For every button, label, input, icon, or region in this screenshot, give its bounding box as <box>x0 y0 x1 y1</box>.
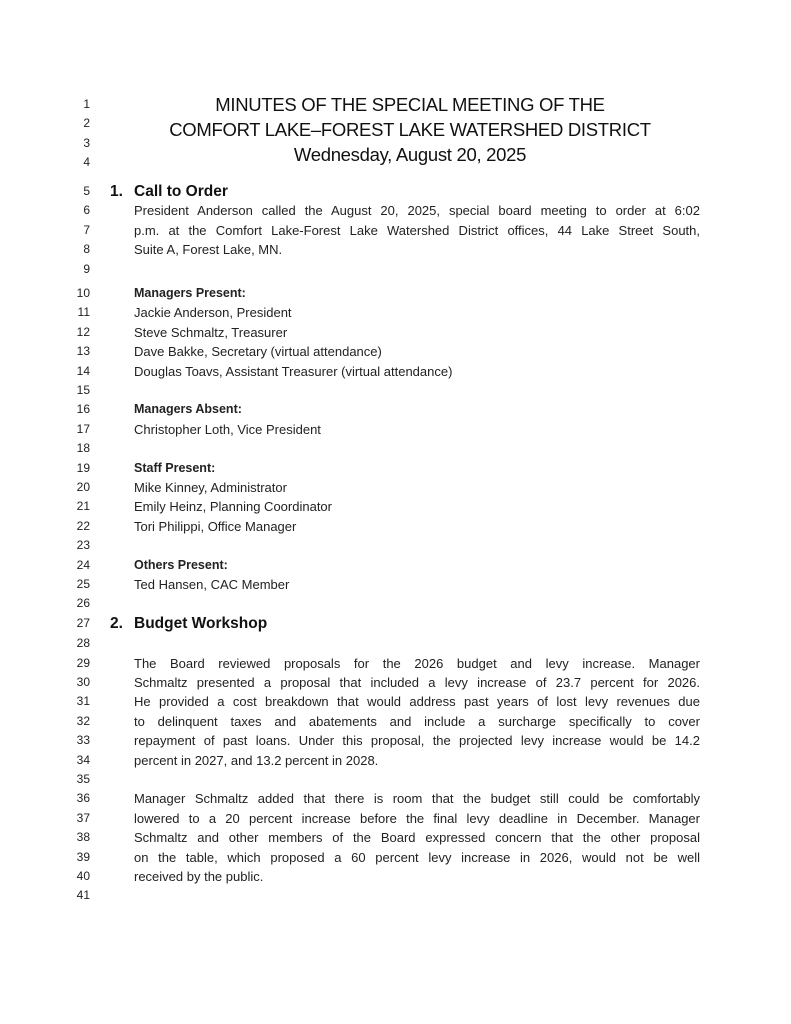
line-number: 10 <box>76 286 90 300</box>
paragraph-line: The Board reviewed proposals for the 2026 budget and levy increase. Manager <box>134 655 700 671</box>
line-number: 34 <box>76 752 90 767</box>
line-number: 17 <box>76 421 90 436</box>
attendee: Tori Philippi, Office Manager <box>134 518 297 534</box>
line-number: 41 <box>76 888 90 903</box>
line-number: 29 <box>76 655 90 670</box>
line-number: 39 <box>76 849 90 864</box>
line-number: 24 <box>76 557 90 572</box>
line-number: 21 <box>76 499 90 514</box>
line-number: 1 <box>83 97 90 111</box>
attendee: Ted Hansen, CAC Member <box>134 577 290 592</box>
line-number: 25 <box>76 577 90 591</box>
line-number: 30 <box>76 674 90 689</box>
paragraph-line: lowered to a 20 percent increase before the final levy deadline in December. Manager <box>134 810 700 826</box>
line-number: 37 <box>76 810 90 825</box>
line-number: 20 <box>76 480 90 494</box>
paragraph-line: percent in 2027, and 13.2 percent in 2028. <box>134 752 379 768</box>
line-number: 38 <box>76 830 90 845</box>
group-label-managers-absent: Managers Absent: <box>134 402 242 417</box>
section-number: 1. <box>110 183 123 200</box>
paragraph-line: on the table, which proposed a 60 percent levy increase in 2026, would not be well <box>134 849 700 865</box>
line-number: 12 <box>76 324 90 339</box>
line-number: 16 <box>76 402 90 417</box>
line-number: 5 <box>83 184 90 198</box>
title-line-district: COMFORT LAKE–FOREST LAKE WATERSHED DISTRICT <box>169 119 651 140</box>
paragraph-line: President Anderson called the August 20, 2025, special board meeting to order at 6:02 <box>134 203 700 219</box>
group-label-others-present: Others Present: <box>134 557 228 572</box>
line-number: 9 <box>83 261 90 276</box>
line-number: 27 <box>76 616 90 630</box>
attendee: Douglas Toavs, Assistant Treasurer (virtual attendance) <box>134 363 453 379</box>
paragraph-line: Suite A, Forest Lake, MN. <box>134 242 283 258</box>
line-number: 35 <box>76 771 90 786</box>
paragraph-line: p.m. at the Comfort Lake-Forest Lake Watershed District offices, 44 Lake Street South, <box>134 222 700 238</box>
line-number: 23 <box>76 538 90 553</box>
line-number: 40 <box>76 868 90 883</box>
line-number: 3 <box>83 135 90 150</box>
line-number: 32 <box>76 713 90 728</box>
line-number: 7 <box>83 222 90 237</box>
section-heading: Budget Workshop <box>134 615 268 632</box>
line-number: 2 <box>83 116 90 131</box>
section-number: 2. <box>110 615 123 632</box>
title-line-meeting: MINUTES OF THE SPECIAL MEETING OF THE <box>215 94 605 115</box>
line-number: 13 <box>76 344 90 359</box>
line-number: 15 <box>76 383 90 397</box>
line-number: 6 <box>83 203 90 218</box>
title-line-date: Wednesday, August 20, 2025 <box>293 144 527 165</box>
line-number: 26 <box>76 596 90 611</box>
line-number: 31 <box>76 694 90 709</box>
group-label-managers-present: Managers Present: <box>134 286 246 300</box>
line-number: 36 <box>76 791 90 806</box>
line-number: 28 <box>76 636 90 650</box>
paragraph-line: He provided a cost breakdown that would address past years of lost levy revenues due <box>134 694 700 710</box>
line-number: 22 <box>76 518 90 533</box>
group-label-staff-present: Staff Present: <box>134 460 216 475</box>
paragraph-line: Schmaltz presented a proposal that included a levy increase of 23.7 percent for 2026. <box>134 674 700 690</box>
paragraph-line: repayment of past loans. Under this proposal, the projected levy increase would be 14.2 <box>134 733 700 749</box>
paragraph-line: Manager Schmaltz added that there is room that the budget still could be comfortably <box>134 791 700 807</box>
attendee: Dave Bakke, Secretary (virtual attendance) <box>134 344 382 360</box>
attendee: Jackie Anderson, President <box>134 305 292 321</box>
section-heading: Call to Order <box>134 183 228 200</box>
line-number: 18 <box>76 441 90 456</box>
line-number: 4 <box>83 155 90 170</box>
paragraph-line: to delinquent taxes and abatements and include a surcharge specifically to cover <box>134 713 700 729</box>
line-number: 14 <box>76 363 90 378</box>
paragraph-line: Schmaltz and other members of the Board expressed concern that the other proposal <box>134 830 700 846</box>
line-number: 19 <box>76 460 90 475</box>
attendee: Emily Heinz, Planning Coordinator <box>134 499 332 515</box>
attendee: Christopher Loth, Vice President <box>134 421 321 437</box>
line-number: 33 <box>76 733 90 748</box>
line-number: 8 <box>83 242 90 257</box>
line-number: 11 <box>77 305 90 320</box>
attendee: Mike Kinney, Administrator <box>134 480 287 495</box>
paragraph-line: received by the public. <box>134 868 264 884</box>
attendee: Steve Schmaltz, Treasurer <box>134 324 288 340</box>
